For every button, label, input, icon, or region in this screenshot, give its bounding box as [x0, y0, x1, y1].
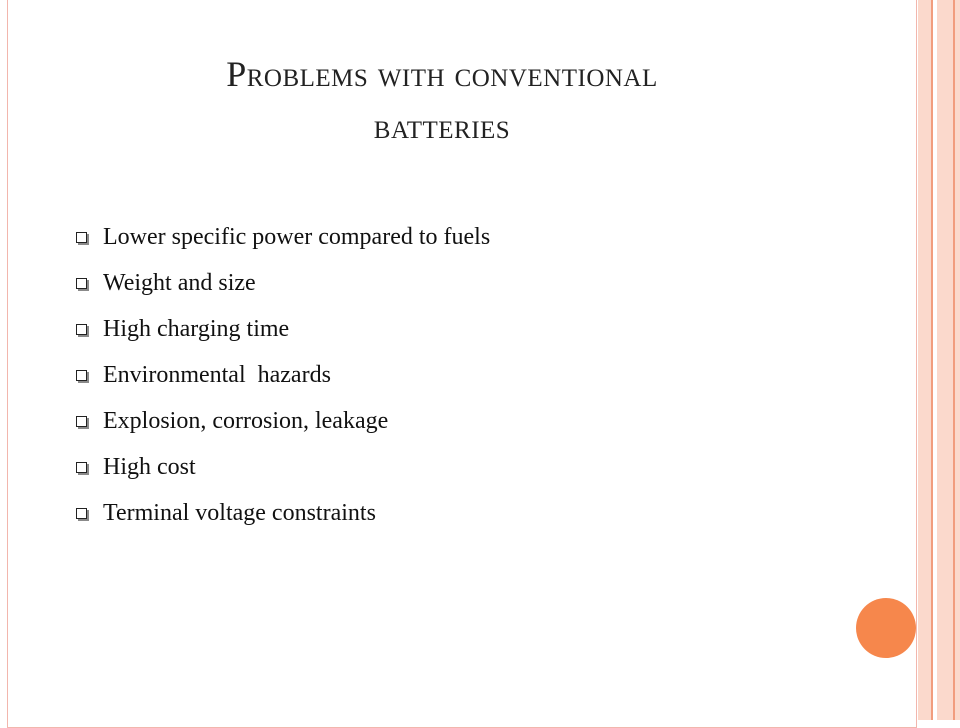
- decorative-stripe: [918, 0, 931, 720]
- bullet-text: High cost: [103, 453, 196, 480]
- list-item: [76, 214, 490, 260]
- square-bullet-icon: [76, 232, 87, 243]
- bullet-text: High charging time: [103, 315, 290, 342]
- bullet-text: Environmental hazards: [103, 361, 331, 388]
- slide-title: [72, 48, 812, 152]
- list-item: [76, 306, 490, 352]
- slide-title-line-2: batteries: [373, 106, 511, 146]
- slide-title-line-1: Problems with conventional: [226, 54, 658, 94]
- bullet-text: Lower specific power compared to fuels: [103, 223, 491, 250]
- square-bullet-icon: [76, 508, 87, 519]
- bullet-text: Terminal voltage constraints: [103, 499, 376, 526]
- list-item: [76, 352, 490, 398]
- bullet-text: Weight and size: [103, 269, 256, 296]
- square-bullet-icon: [76, 324, 87, 335]
- list-item: [76, 490, 490, 536]
- square-bullet-icon: [76, 462, 87, 473]
- list-item: [76, 444, 490, 490]
- decorative-stripe: [955, 0, 960, 720]
- square-bullet-icon: [76, 416, 87, 427]
- bullet-text: Explosion, corrosion, leakage: [103, 407, 389, 434]
- accent-circle-decoration: [856, 598, 916, 658]
- square-bullet-icon: [76, 278, 87, 289]
- list-item: [76, 260, 490, 306]
- square-bullet-icon: [76, 370, 87, 381]
- bullet-list: [76, 214, 490, 536]
- decorative-stripe: [937, 0, 953, 720]
- list-item: [76, 398, 490, 444]
